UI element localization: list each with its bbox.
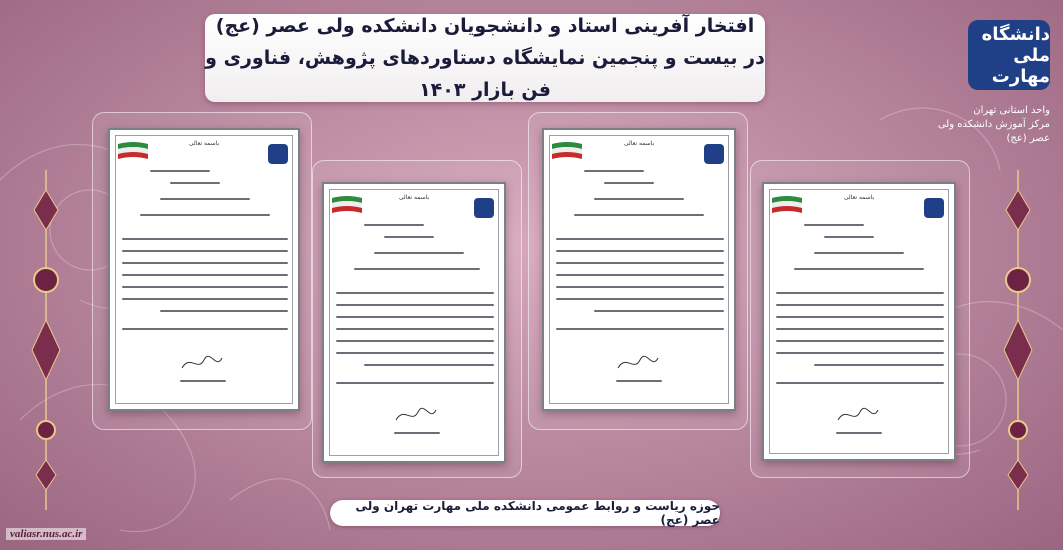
left-ornament bbox=[28, 170, 64, 510]
logo-caption bbox=[935, 104, 1050, 146]
university-seal-icon bbox=[704, 144, 724, 164]
certificate-heading: باسمه تعالی bbox=[188, 140, 220, 147]
right-ornament bbox=[1000, 170, 1036, 510]
signature-icon bbox=[836, 404, 880, 426]
certificate-heading: باسمه تعالی bbox=[398, 194, 430, 201]
signature-icon bbox=[394, 404, 438, 426]
logo-text: دانشگاه ملی مهارت bbox=[981, 23, 1050, 87]
university-seal-icon bbox=[924, 198, 944, 218]
certificate-2[interactable] bbox=[322, 182, 506, 463]
certificate-3[interactable] bbox=[542, 128, 736, 411]
logo-caption-line-2: مرکز آموزش دانشکده ولی عصر (عج) bbox=[937, 119, 1050, 144]
signature-icon bbox=[616, 352, 660, 374]
certificate-heading: باسمه تعالی bbox=[623, 140, 655, 147]
title-banner bbox=[205, 14, 765, 102]
footer-text: حوزه ریاست و روابط عمومی دانشکده ملی مهارت تهران ولی عصر (عج) bbox=[355, 499, 720, 527]
title-line-1: افتخار آفرینی استاد و دانشجویان دانشکده ولی عصر (عج) bbox=[215, 15, 755, 37]
certificate-1[interactable] bbox=[108, 128, 300, 411]
university-seal-icon bbox=[474, 198, 494, 218]
university-seal-icon bbox=[268, 144, 288, 164]
certificate-4[interactable] bbox=[762, 182, 956, 461]
logo-caption-line-1: واحد استانی تهران bbox=[973, 105, 1050, 116]
website-url[interactable]: valiasr.nus.ac.ir bbox=[6, 528, 86, 540]
signature-icon bbox=[180, 352, 224, 374]
title-line-2: در بیست و پنجمین نمایشگاه دستاوردهای پژوهش، فناوری و فن بازار ۱۴۰۳ bbox=[205, 47, 765, 101]
university-logo bbox=[968, 20, 1050, 90]
footer-banner bbox=[330, 500, 720, 526]
certificate-heading: باسمه تعالی bbox=[843, 194, 875, 201]
